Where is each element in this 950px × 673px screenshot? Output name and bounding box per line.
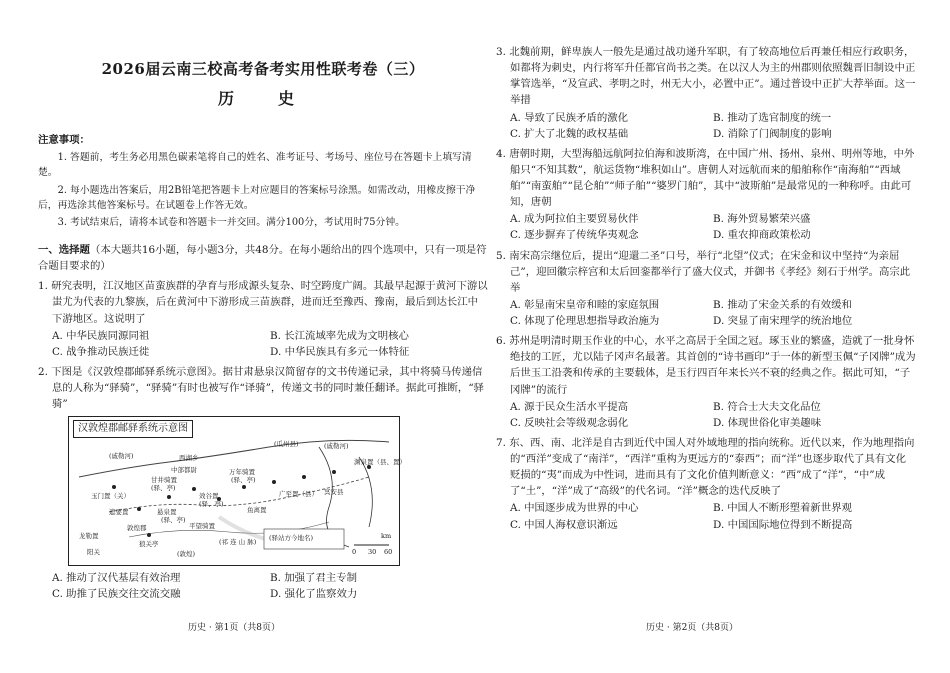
question-4 xyxy=(496,146,916,244)
option-a: A. 成为阿拉伯主要贸易伙伴 xyxy=(510,213,639,226)
map-label: 效谷置 xyxy=(199,492,219,501)
option-a: A. 导致了民族矛盾的激化 xyxy=(510,111,629,124)
option-a: A. 中国逐步成为世界的中心 xyxy=(510,502,639,515)
map-label: (驿站方今地名) xyxy=(269,534,314,543)
map-label: 0 xyxy=(352,548,357,557)
map-label: 西湖乡 xyxy=(179,454,199,463)
map-label: 渊泉置（县、置） xyxy=(354,458,406,467)
option-a: A. 推动了汉代基层有效治理 xyxy=(52,572,181,585)
map-label: 万年骑置 xyxy=(229,468,255,477)
option-b: B. 加强了君主专制 xyxy=(270,572,357,585)
map-label: 平望骑置 xyxy=(189,522,215,531)
question-7 xyxy=(496,435,916,533)
map-label: 60 xyxy=(384,548,393,557)
question-stem: 7. 东、西、南、北洋是自古到近代中国人对外域地理的指向统称。近代以来，作为地理指向的“西洋”变成了“南洋”，“西洋”重构为更远方的“泰西”；而“洋”也逐步取代了具有文化贬损的“夷”而成为中性词，进而具有了文化价值判断意义：“西”成了“洋”，“中”成了“土”，“洋”成了“高级”的代名词。“洋”概念的迭代反映了 xyxy=(496,436,915,498)
map-label: 中部都尉 xyxy=(171,466,197,475)
map-label: (驿、亭) xyxy=(199,500,224,509)
option-c: C. 逐步摒弃了传统华夷观念 xyxy=(510,229,639,242)
option-d: D. 强化了监察效力 xyxy=(270,588,358,601)
section-header xyxy=(38,242,488,274)
option-c: C. 战争推动民族迁徙 xyxy=(52,345,150,358)
left-page xyxy=(38,0,488,673)
option-c: C. 助推了民族交往交流交融 xyxy=(52,588,181,601)
question-6 xyxy=(496,333,916,431)
map-label: (驿、亭) xyxy=(231,476,256,485)
map-label: 冥安县 xyxy=(324,488,344,497)
question-3 xyxy=(496,44,916,142)
map-label: 悬泉置 xyxy=(157,508,177,517)
map-label: (祁 连 山 脉) xyxy=(219,538,257,547)
notice-item: 2. 每小题选出答案后，用2B铅笔把答题卡上对应题目的答案标号涂黑。如需改动，用橡皮擦干净后，再选涂其他答案标号。在试题卷上作答无效。 xyxy=(38,184,476,211)
section-description: （本大题共16小题，每小题3分，共48分。在每小题给出的四个选项中，只有一项是符合题目要求的） xyxy=(38,244,487,273)
question-1 xyxy=(38,278,488,360)
map-label: 遮要置 xyxy=(109,508,129,517)
question-2 xyxy=(38,364,488,603)
notice-block xyxy=(38,132,488,230)
map-label: (驿、亭) xyxy=(161,516,186,525)
question-stem: 3. 北魏前期，鲜卑族人一般先是通过战功递升军职，有了较高地位后再兼任相应行政职务，如都将为刺史，内行将军升任都官尚书之类。在以汉人为主的州郡则依照魏晋旧制设中正掌管选举，“及宣武、孝明之时，州无大小，必置中正”。通过普设中正扩大荐举面。这一举措 xyxy=(496,46,916,107)
option-c: C. 扩大了北魏的政权基础 xyxy=(510,127,629,140)
map-label: (驿、亭) xyxy=(151,484,176,493)
question-stem: 4. 唐朝时期，大型海船远航阿拉伯海和波斯湾，在中国广州、扬州、泉州、明州等地，中外船只“不知其数”，航运货物“堆积如山”。唐朝人对远航而来的船舶称作“南海舶”“西域舶”“南蛮舶”“昆仑舶”“师子舶”“婆罗门舶”，其中“波斯舶”是最常见的一种称呼。由此可知，唐朝 xyxy=(496,147,915,209)
option-list xyxy=(496,500,916,532)
map-label: km xyxy=(381,532,392,541)
map-label: 鱼离置 xyxy=(247,506,267,515)
map-label: (瓜州县) xyxy=(274,440,299,449)
option-d: D. 中国国际地位得到不断提高 xyxy=(713,518,853,531)
option-d: D. 重农抑商政策松动 xyxy=(713,229,811,242)
map-label: 狼关亭 xyxy=(139,540,159,549)
option-c: C. 反映社会等级观念弱化 xyxy=(510,416,629,429)
question-stem: 2. 下图是《汉敦煌郡邮驿系统示意图》。据甘肃悬泉汉简留存的文书传递记录，其中将骑马传递信息的人称为“驿骑”，“驿骑”有时也被写作“译骑”，传递文书的同时兼任翻译。据此可推断，“驿骑” xyxy=(38,365,485,411)
map-label: 30 xyxy=(368,548,377,557)
option-a: A. 源于民众生活水平提高 xyxy=(510,400,629,413)
option-list xyxy=(496,399,916,431)
option-d: D. 体现世俗化审美趣味 xyxy=(713,416,822,429)
option-list xyxy=(38,328,488,360)
map-label: 玉门置（关） xyxy=(91,492,130,501)
map-label: 阳关 xyxy=(87,548,100,557)
option-a: A. 中华民族同源同祖 xyxy=(52,329,150,342)
option-b: B. 长江流域率先成为文明核心 xyxy=(270,329,409,342)
option-b: B. 推动了选官制度的统一 xyxy=(713,111,832,124)
option-c: C. 体现了伦理思想指导政治施为 xyxy=(510,315,660,327)
exam-subject: 历 史 xyxy=(217,89,308,109)
map-label: 龙勒置 xyxy=(79,532,99,541)
map-label: 甘井骑置 xyxy=(151,476,177,485)
page-footer: 历史 · 第1页（共8页） xyxy=(188,623,281,633)
map-title: 汉敦煌郡邮驿系统示意图 xyxy=(73,420,193,438)
question-stem: 5. 南宋高宗继位后，提出“迎還二圣”口号，举行“北望”仪式；在宋金和议中坚持“为亲屈己”，迎回徽宗梓宫和太后回銮都举行了盛大仪式，并御书《孝经》刻石于州学。高宗此举 xyxy=(496,249,911,294)
relay-system-map xyxy=(68,416,406,566)
exam-title: 2026届云南三校高考备考实用性联考卷（三） xyxy=(101,60,425,78)
map-label: (敦煌) xyxy=(177,550,196,559)
question-5 xyxy=(496,248,916,330)
notice-heading: 注意事项： xyxy=(38,134,90,147)
option-b: B. 中国人不断形塑着新世界观 xyxy=(713,502,852,515)
option-b: B. 海外贸易繁荣兴盛 xyxy=(713,213,811,226)
option-d: D. 消除了门阀制度的影响 xyxy=(713,127,832,140)
option-d: D. 中华民族具有多元一体特征 xyxy=(270,345,410,358)
right-page xyxy=(496,0,916,673)
option-b: B. 符合士大夫文化品位 xyxy=(713,400,821,413)
page-footer: 历史 · 第2页（共8页） xyxy=(646,623,739,633)
option-c: C. 中国人海权意识渐远 xyxy=(510,518,618,531)
option-a: A. 彰显南宋皇帝和睦的家庭氛围 xyxy=(510,298,660,311)
map-label: 广至置（县） xyxy=(279,490,318,499)
option-d: D. 突显了南宋理学的统治地位 xyxy=(713,315,853,327)
option-list xyxy=(496,211,916,243)
option-list xyxy=(496,297,916,329)
section-title: 一、选择题 xyxy=(38,244,90,257)
map-label: 敦煌郡 xyxy=(127,524,147,533)
map-label: (戚勒河) xyxy=(109,452,134,461)
map-label: (戚勒河) xyxy=(324,442,349,451)
option-list xyxy=(38,570,488,602)
question-stem: 6. 苏州是明清时期玉作业的中心，水平之高居于全国之冠。琢玉业的繁盛，造就了一批身怀绝技的工匠，尤以陆子冈声名最著。其首创的“诗书画印”于一体的新型玉佩“子冈牌”成为后世玉工沿袭和传承的主要载体，是玉行四百年来长兴不衰的经典之作。据此可知，“子冈牌”的流行 xyxy=(496,335,916,396)
option-list xyxy=(496,110,916,142)
option-b: B. 推动了宋金关系的有效缓和 xyxy=(713,298,852,311)
notice-item: 1. 答题前，考生务必用黑色碳素笔将自己的姓名、准考证号、考场号、座位号在答题卡上填写清楚。 xyxy=(38,152,472,179)
notice-item: 3. 考试结束后，请将本试卷和答题卡一并交回。满分100分，考试用时75分钟。 xyxy=(57,216,405,228)
question-stem: 1. 研究表明，江汉地区苗蛮族群的孕育与形成源头复杂、时空跨度广阔。其最早起源于黄河下游以蚩尤为代表的九黎族，后在黄河中下游形成三苗族群，进而迁至豫西、豫南，最后到达长江中下游地区。这说明了 xyxy=(38,280,488,325)
